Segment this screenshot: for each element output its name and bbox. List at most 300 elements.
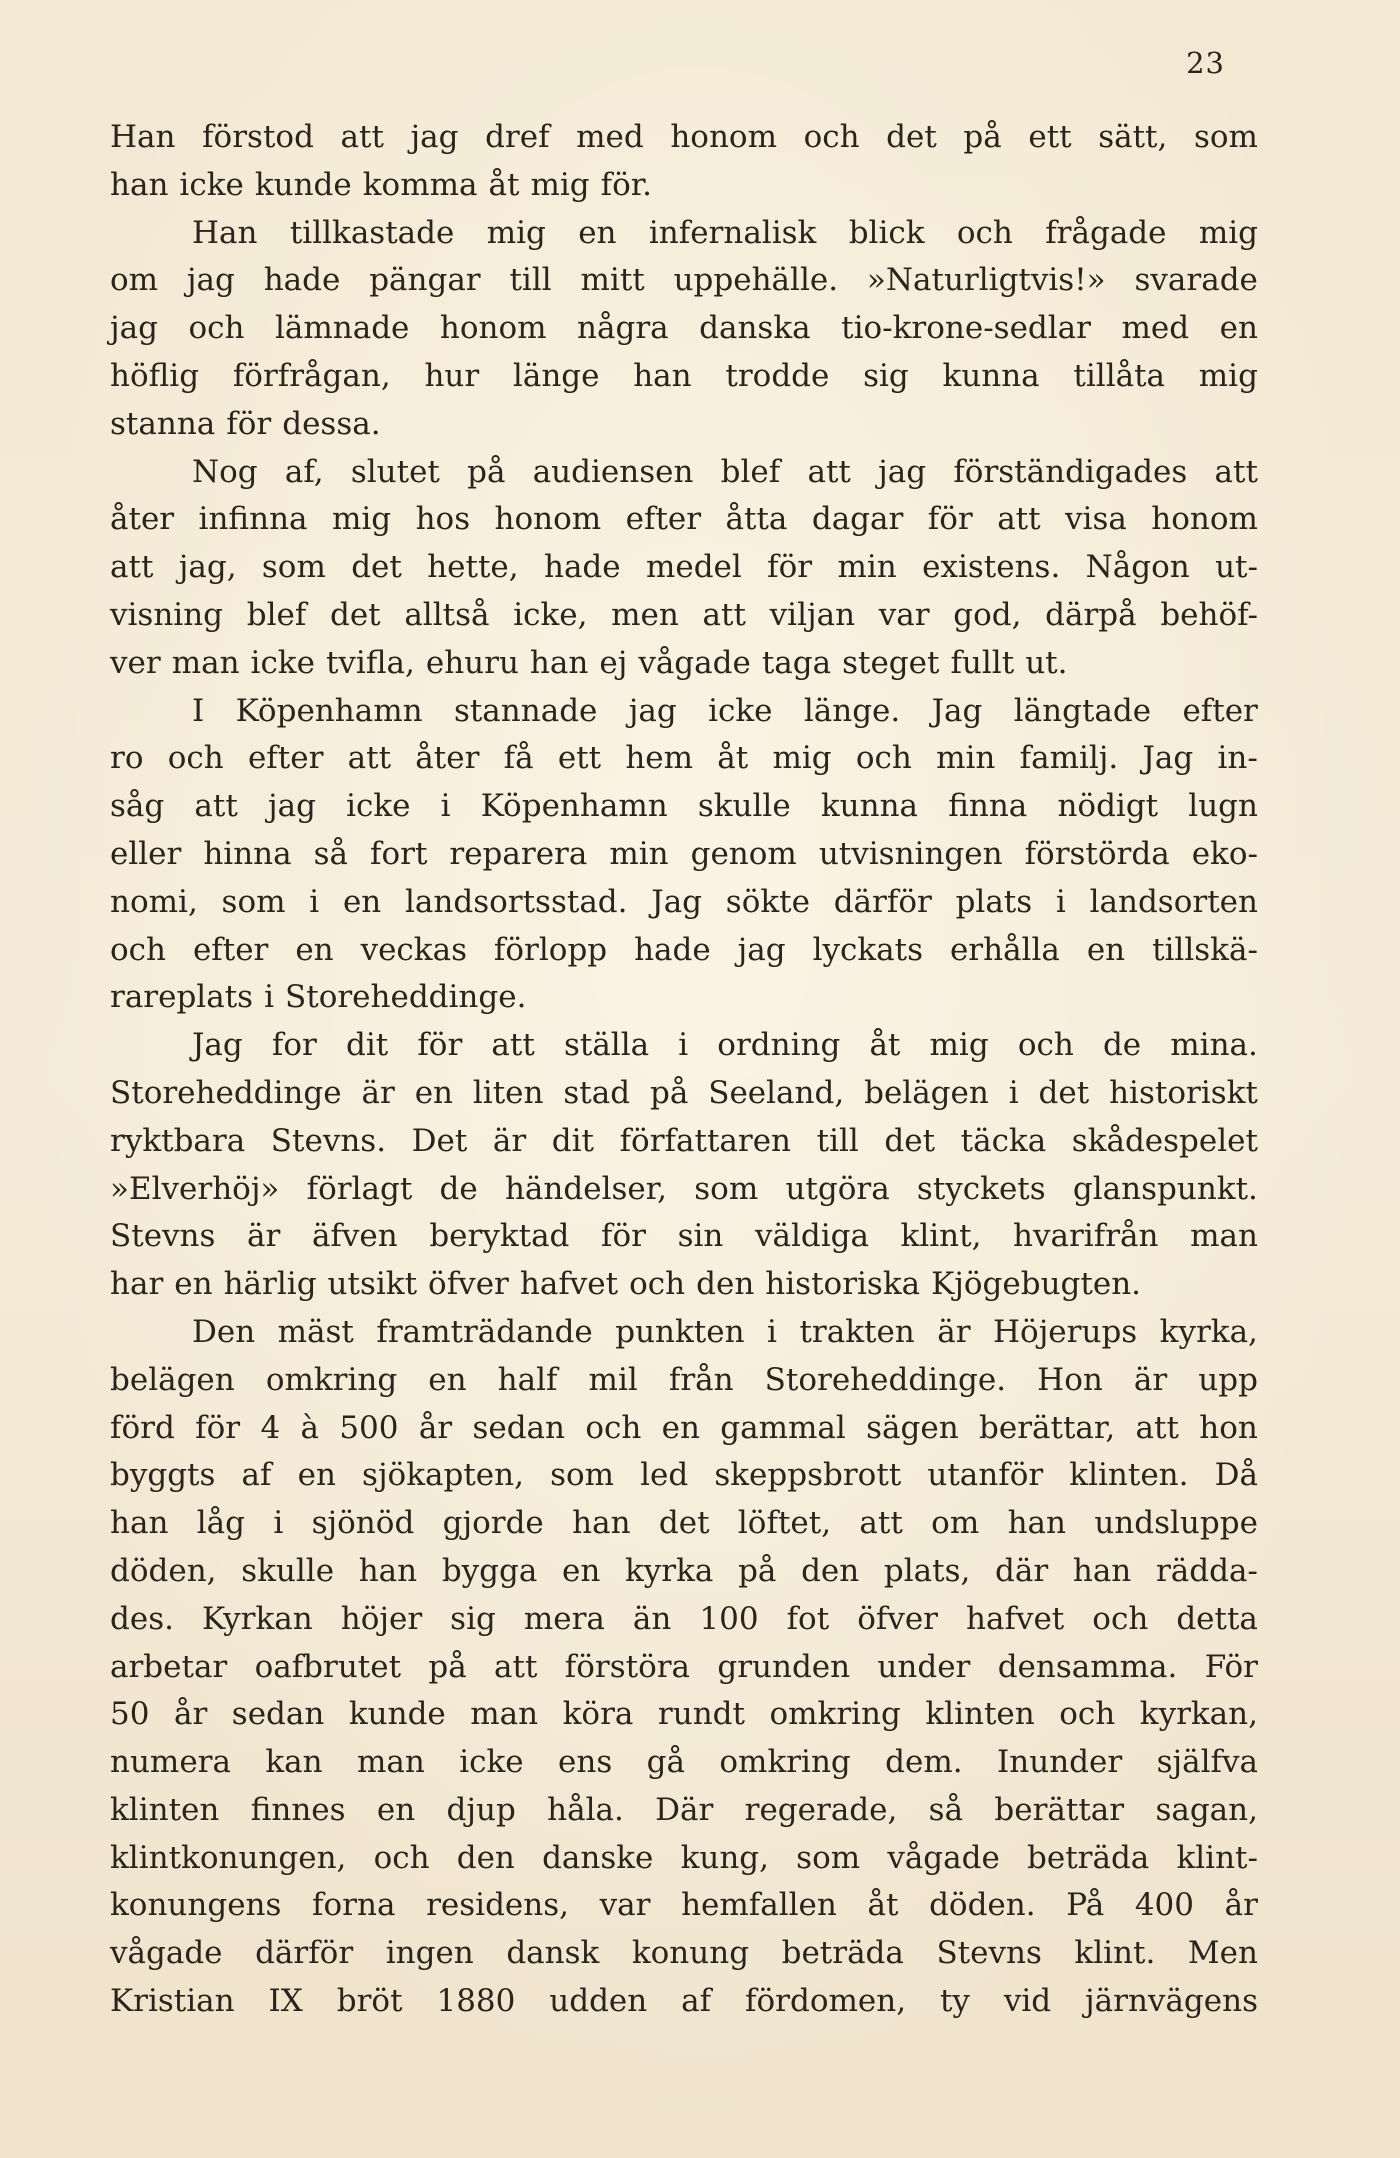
word: efter — [192, 931, 269, 968]
word: på — [963, 119, 1002, 155]
word: längtade — [1013, 692, 1152, 729]
word: dref — [485, 119, 550, 155]
word: danska — [699, 310, 811, 347]
word: utvisningen — [818, 835, 1003, 872]
word: af — [241, 1457, 272, 1494]
word: och — [373, 1839, 430, 1876]
word: oafbrutet — [254, 1648, 402, 1685]
word: de — [1102, 1027, 1142, 1064]
word: blef — [720, 453, 781, 490]
word: Seeland, — [708, 1074, 845, 1111]
word: klint, — [900, 1218, 982, 1255]
word: en — [414, 1074, 453, 1111]
word: gammal — [720, 1409, 846, 1446]
word: som — [261, 549, 326, 586]
word: upp — [1198, 1361, 1258, 1398]
word: familj. — [1019, 740, 1119, 777]
word: år — [418, 1409, 453, 1446]
word: öfver — [428, 1266, 509, 1303]
word: var — [599, 1887, 651, 1924]
text-line — [110, 1548, 1258, 1596]
word: en — [174, 1266, 213, 1303]
text-line — [110, 496, 1258, 544]
text-line — [110, 688, 1258, 736]
word: erhålla — [949, 931, 1060, 968]
word: icke — [179, 166, 244, 203]
word: landsortsstad. — [405, 883, 628, 920]
text-line — [110, 1357, 1258, 1405]
word: lugn — [1188, 788, 1258, 825]
word: kunde — [348, 1696, 446, 1733]
word: som — [221, 883, 286, 920]
word: djup — [446, 1791, 516, 1828]
word: och — [167, 740, 224, 777]
word: alltså — [404, 596, 490, 633]
word: att — [110, 549, 154, 586]
word: om — [931, 1505, 980, 1542]
word: jag, — [178, 549, 237, 586]
word: Stevns — [936, 1935, 1042, 1972]
word: tillskä- — [1152, 931, 1258, 968]
word: är — [247, 1218, 281, 1255]
word: Kjögebugten. — [931, 1266, 1142, 1303]
word: ty — [939, 1983, 970, 2020]
word: i — [1055, 883, 1066, 920]
word: ej — [599, 644, 628, 681]
word: sig — [450, 1600, 496, 1637]
word: för — [226, 405, 272, 442]
word: år — [1224, 1887, 1258, 1924]
word: ingen — [385, 1935, 474, 1972]
word: den — [456, 1839, 515, 1876]
word: mig — [1198, 357, 1258, 394]
word: jag — [186, 262, 235, 299]
word: han — [1072, 1552, 1132, 1589]
word: mäst — [277, 1313, 354, 1350]
word: in- — [1217, 740, 1258, 777]
word: är — [937, 1313, 971, 1350]
word: mitt — [580, 262, 645, 299]
word: kunna — [942, 357, 1040, 394]
word: och — [188, 310, 245, 347]
word: fördomen, — [745, 1983, 907, 2020]
word: omkring — [719, 1744, 851, 1781]
word: en — [342, 883, 382, 920]
word: kyrkan, — [1139, 1696, 1258, 1733]
word: ro — [110, 740, 144, 777]
word: på — [738, 1552, 777, 1589]
text-line — [110, 449, 1258, 497]
word: min — [609, 835, 669, 872]
word: Där — [655, 1791, 714, 1828]
word: Inunder — [997, 1744, 1123, 1781]
word: vågade — [110, 1935, 223, 1972]
word: landsorten — [1089, 883, 1258, 920]
word: hemfallen — [681, 1887, 837, 1924]
word: att — [194, 788, 238, 825]
word: höflig — [110, 357, 200, 394]
word: så — [928, 1791, 964, 1828]
word: beträda — [781, 1935, 904, 1972]
word: forna — [312, 1887, 396, 1924]
word: rundt — [657, 1696, 745, 1733]
word: sagan, — [1155, 1791, 1258, 1828]
word: klinten — [925, 1696, 1035, 1733]
word: jag — [110, 310, 158, 347]
word: Den — [192, 1313, 256, 1350]
word: hur — [424, 357, 480, 394]
word: hade — [263, 262, 341, 299]
word: man — [357, 1744, 425, 1781]
word: infinna — [198, 501, 308, 538]
word: 100 — [699, 1600, 759, 1637]
word: är — [492, 1122, 527, 1159]
word: framträdande — [376, 1313, 593, 1350]
word: att — [859, 1505, 903, 1542]
word: Någon — [1085, 549, 1190, 586]
word: köra — [562, 1696, 634, 1733]
word: »Naturligtvis!» — [866, 262, 1106, 299]
word: att — [494, 1648, 538, 1685]
word: därför — [255, 1935, 354, 1972]
word: icke — [250, 644, 315, 681]
word: berättar, — [979, 1409, 1116, 1446]
text-line — [110, 1644, 1258, 1692]
word: dit — [551, 1122, 594, 1159]
word: medel — [645, 549, 742, 586]
word: existens. — [922, 549, 1061, 586]
word: förstöra — [564, 1648, 691, 1685]
word: udden — [549, 1983, 648, 2020]
word: är — [1133, 1361, 1168, 1398]
word: hade — [634, 931, 711, 968]
text-line — [110, 305, 1258, 353]
word: har — [110, 1266, 164, 1303]
word: hafvet — [519, 1266, 619, 1303]
word: jag — [628, 692, 677, 729]
word: regerade, — [744, 1791, 898, 1828]
word: om — [110, 262, 159, 299]
word: ordning — [717, 1027, 841, 1064]
word: Köpenhamn — [235, 692, 423, 729]
word: för — [927, 501, 973, 538]
word: icke — [346, 788, 411, 825]
word: audiensen — [532, 453, 694, 490]
word: på — [649, 1074, 689, 1111]
word: Kyrkan — [201, 1600, 313, 1637]
text-line — [110, 927, 1258, 975]
text-line — [110, 1978, 1258, 2026]
word: man — [171, 644, 240, 681]
page-number: 23 — [1186, 46, 1225, 80]
word: den — [801, 1552, 860, 1589]
word: järnvägens — [1085, 1983, 1258, 2020]
word: visning — [110, 596, 224, 633]
word: han — [633, 357, 692, 394]
text-line — [110, 1022, 1258, 1070]
word: är — [361, 1074, 395, 1111]
word: komma — [362, 166, 478, 203]
word: utanför — [927, 1457, 1044, 1494]
word: Höjerups — [993, 1313, 1138, 1350]
word: honom — [670, 119, 777, 155]
word: såg — [110, 788, 165, 825]
word: taga — [761, 644, 832, 681]
word: Jag — [931, 692, 983, 729]
word: som — [1193, 119, 1258, 155]
word: veckas — [360, 931, 467, 968]
word: 500 — [339, 1409, 399, 1446]
word: ut. — [1025, 644, 1068, 681]
word: han — [572, 1505, 631, 1542]
word: hem — [625, 740, 694, 777]
word: kunna — [820, 788, 919, 825]
word: för — [195, 1409, 241, 1446]
text-line — [110, 257, 1258, 305]
word: eller — [110, 835, 182, 872]
text-line — [110, 1882, 1258, 1930]
word: åt — [867, 1887, 899, 1924]
word: vågade — [638, 644, 751, 681]
word: därför — [833, 883, 932, 920]
body-text — [110, 114, 1258, 2026]
word: ett — [1028, 119, 1072, 155]
text-line — [110, 1500, 1258, 1548]
word: jag — [737, 931, 786, 968]
word: Det — [411, 1122, 468, 1159]
word: Stevns. — [270, 1122, 387, 1159]
word: ryktbara — [110, 1122, 246, 1159]
word: rareplats — [110, 979, 254, 1016]
word: pängar — [369, 262, 481, 299]
word: densamma. — [997, 1648, 1178, 1685]
word: jag — [878, 453, 927, 490]
word: från — [668, 1361, 734, 1398]
text-line — [110, 1309, 1258, 1357]
word: uppehälle. — [673, 262, 839, 299]
word: skulle — [241, 1552, 335, 1589]
word: mig — [530, 166, 590, 203]
text-line — [110, 1930, 1258, 1978]
word: och — [803, 119, 860, 155]
word: sägen — [866, 1409, 959, 1446]
word: dansk — [506, 1935, 600, 1972]
word: residens, — [426, 1887, 569, 1924]
word: ver — [110, 644, 161, 681]
word: 4 — [260, 1409, 281, 1446]
word: förlopp — [493, 931, 608, 968]
word: att — [340, 119, 384, 155]
word: efter — [625, 501, 702, 538]
word: han — [110, 1505, 169, 1542]
word: kan — [265, 1744, 323, 1781]
word: åter — [110, 501, 175, 538]
word: kung, — [680, 1839, 769, 1876]
word: Köpenhamn — [480, 788, 668, 825]
word: berättar — [994, 1791, 1125, 1828]
word: till — [816, 1122, 859, 1159]
word: klintkonungen, — [110, 1839, 347, 1876]
word: blick — [848, 214, 925, 251]
word: detta — [1176, 1600, 1258, 1637]
word: till — [509, 262, 552, 299]
word: belägen — [110, 1361, 235, 1398]
word: ställa — [563, 1027, 650, 1064]
word: på — [467, 453, 506, 490]
word: än — [632, 1600, 672, 1637]
word: täcka — [960, 1122, 1047, 1159]
word: sökte — [725, 883, 810, 920]
word: à — [300, 1409, 319, 1446]
word: han — [110, 166, 169, 203]
word: Han — [192, 214, 258, 251]
word: kyrka — [625, 1552, 714, 1589]
word: och — [855, 740, 912, 777]
word: honom — [494, 501, 602, 538]
word: utgöra — [785, 1170, 890, 1207]
word: den — [696, 1266, 755, 1303]
word: 50 — [110, 1696, 150, 1733]
word: så — [313, 835, 348, 872]
word: länge — [512, 357, 600, 394]
word: att — [702, 596, 746, 633]
word: mil — [588, 1361, 638, 1398]
word: numera — [110, 1744, 231, 1781]
text-line — [110, 401, 1258, 449]
word: stannade — [453, 692, 598, 729]
word: förstörda — [1024, 835, 1170, 872]
word: behöf- — [1160, 596, 1258, 633]
word: belägen — [864, 1074, 989, 1111]
word: det — [1038, 1074, 1090, 1111]
word: »Elverhöj» — [110, 1170, 280, 1207]
word: eko- — [1191, 835, 1258, 872]
word: det — [884, 1122, 936, 1159]
word: trodde — [725, 357, 830, 394]
word: men — [611, 596, 679, 633]
word: mig — [929, 1027, 989, 1064]
word: döden. — [929, 1887, 1036, 1924]
word: att — [1214, 453, 1258, 490]
word: dem. — [885, 1744, 963, 1781]
text-line — [110, 735, 1258, 783]
word: för — [767, 549, 813, 586]
word: några — [577, 310, 669, 347]
word: arbetar — [110, 1648, 228, 1685]
word: år — [173, 1696, 208, 1733]
word: öfver — [857, 1600, 939, 1637]
word: infernalisk — [648, 214, 817, 251]
word: hvarifrån — [1013, 1218, 1159, 1255]
word: en — [428, 1361, 467, 1398]
word: skeppsbrott — [714, 1457, 902, 1494]
word: 400 — [1134, 1887, 1194, 1924]
text-line — [110, 1261, 1258, 1309]
word: och — [110, 931, 166, 968]
word: sätt, — [1098, 119, 1168, 155]
word: att — [807, 453, 851, 490]
word: med — [1121, 310, 1190, 347]
word: man — [470, 1696, 539, 1733]
word: honom — [439, 310, 547, 347]
word: I — [192, 692, 205, 729]
word: länge. — [803, 692, 901, 729]
word: åt — [869, 1027, 901, 1064]
word: förd — [110, 1409, 175, 1446]
word: Storeheddinge. — [285, 979, 527, 1016]
word: för — [417, 1027, 463, 1064]
word: god, — [953, 596, 1022, 633]
text-line — [110, 1739, 1258, 1787]
word: han — [529, 644, 589, 681]
word: en — [578, 214, 617, 251]
word: historiska — [765, 1266, 921, 1303]
word: klinten — [110, 1791, 220, 1828]
word: förlagt — [306, 1170, 413, 1207]
word: rädda- — [1155, 1552, 1258, 1589]
word: höjer — [340, 1600, 423, 1637]
word: åt — [717, 740, 749, 777]
word: författaren — [619, 1122, 792, 1159]
word: låg — [196, 1505, 246, 1542]
word: sedan — [231, 1696, 325, 1733]
word: af, — [284, 453, 324, 490]
word: byggts — [110, 1457, 216, 1494]
word: punkten — [615, 1313, 745, 1350]
word: för. — [600, 166, 652, 203]
word: i — [767, 1313, 777, 1350]
word: det — [329, 596, 381, 633]
text-line — [110, 544, 1258, 592]
word: sjökapten, — [362, 1457, 524, 1494]
word: trakten — [799, 1313, 915, 1350]
word: hos — [415, 501, 471, 538]
word: glanspunkt. — [1072, 1170, 1258, 1207]
text-line — [110, 592, 1258, 640]
word: som — [550, 1457, 615, 1494]
word: plats — [955, 883, 1033, 920]
word: förfrågan, — [232, 357, 391, 394]
word: som — [694, 1170, 759, 1207]
word: grunden — [717, 1648, 851, 1685]
word: danske — [542, 1839, 654, 1876]
word: i — [309, 883, 320, 920]
word: tillkastade — [289, 214, 455, 251]
word: att — [997, 501, 1041, 538]
word: viljan — [769, 596, 856, 633]
word: ett — [557, 740, 602, 777]
word: hette, — [427, 549, 519, 586]
word: kyrka, — [1159, 1313, 1258, 1350]
word: i — [1008, 1074, 1019, 1111]
text-line — [110, 1835, 1258, 1883]
word: efter — [1182, 692, 1258, 729]
word: Jag — [1142, 740, 1194, 777]
text-line — [110, 1118, 1258, 1166]
word: icke — [708, 692, 773, 729]
word: hade — [543, 549, 621, 586]
word: klint- — [1176, 1839, 1258, 1876]
word: dessa. — [282, 405, 381, 442]
word: i — [264, 979, 274, 1016]
word: ehuru — [425, 644, 519, 681]
word: bygga — [441, 1552, 538, 1589]
word: lyckats — [812, 931, 923, 968]
word: man — [1190, 1218, 1258, 1255]
word: beträda — [1027, 1839, 1150, 1876]
word: han — [1007, 1505, 1066, 1542]
word: på — [428, 1648, 467, 1685]
